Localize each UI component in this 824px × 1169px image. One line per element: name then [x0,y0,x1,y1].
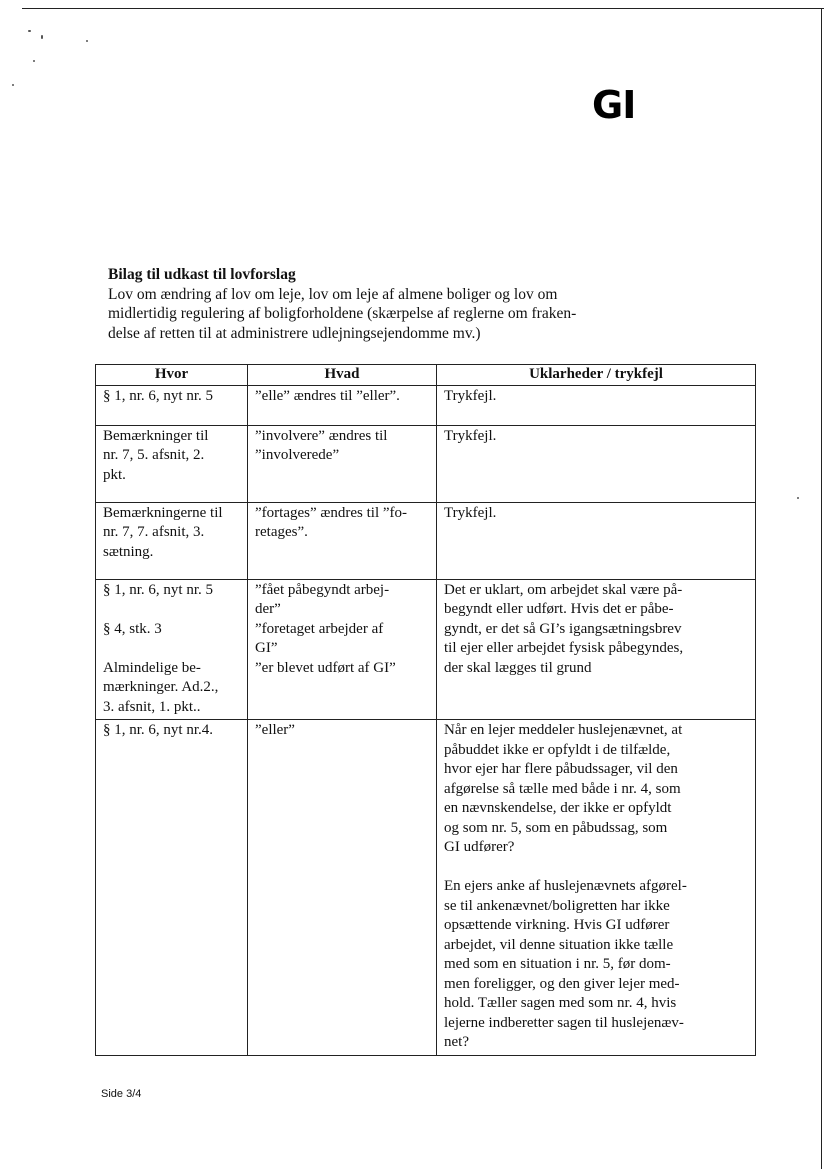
cell-hvor: § 1, nr. 6, nyt nr.4. [96,720,248,1056]
document-title: Bilag til udkast til lovforslag [108,266,296,283]
cell-hvad: ”elle” ændres til ”eller”. [248,385,437,425]
cell-hvad: ”fortages” ændres til ”fo- retages”. [248,502,437,579]
scan-speck [33,60,35,62]
page-number: Side 3/4 [101,1088,142,1100]
gi-logo: GI [592,83,636,127]
cell-uklarheder: Det er uklart, om arbejdet skal være på- begyndt eller udført. Hvis det er påbe- gyndt, er det så GI’s igangsætningsbrev til ejer eller arbejdet fysisk påbegyndes, der skal lægges til grund [437,579,756,720]
column-header-hvor: Hvor [96,365,248,386]
scan-speck [797,497,799,499]
scan-speck [41,35,43,39]
cell-hvor: § 1, nr. 6, nyt nr. 5 § 4, stk. 3 Almindelige be- mærkninger. Ad.2., 3. afsnit, 1. pkt.. [96,579,248,720]
scan-border-right [821,8,822,1169]
scan-speck [12,84,14,86]
cell-uklarheder: Trykfejl. [437,425,756,502]
table-row [96,425,756,502]
cell-hvad: ”eller” [248,720,437,1056]
table-row [96,502,756,579]
corrections-table [95,364,756,1056]
cell-hvor: Bemærkninger til nr. 7, 5. afsnit, 2. pkt. [96,425,248,502]
table-row [96,720,756,1056]
cell-hvor: Bemærkningerne til nr. 7, 7. afsnit, 3. sætning. [96,502,248,579]
scan-speck [28,30,31,32]
scan-border-top [22,8,824,9]
table-row [96,579,756,720]
document-subtitle: Lov om ændring af lov om leje, lov om leje af almene boliger og lov om midlertidig regulering af boligforholdene (skærpelse af reglerne om fraken- delse af retten til at administrere udlejningsejendomme mv.) [108,285,577,342]
column-header-uklarheder: Uklarheder / trykfejl [437,365,756,386]
cell-uklarheder: Når en lejer meddeler huslejenævnet, at påbuddet ikke er opfyldt i de tilfælde, hvor ejer har flere påbudssager, vil den afgørelse så tælle med både i nr. 4, som en nævnskendelse, der ikke er opfyldt og som nr. 5, som en påbudssag, som GI udfører? En ejers anke af huslejenævnets afgørel- se til ankenævnet/boligretten har ikke opsættende virkning. Hvis GI udfører arbejdet, vil denne situation ikke tælle med som en situation i nr. 5, før dom- men foreligger, og den giver lejer med- hold. Tæller sagen med som nr. 4, hvis lejerne indberetter sagen til huslejenæv- net? [437,720,756,1056]
column-header-hvad: Hvad [248,365,437,386]
cell-hvad: ”involvere” ændres til ”involverede” [248,425,437,502]
cell-hvad: ”fået påbegyndt arbej- der” ”foretaget arbejder af GI” ”er blevet udført af GI” [248,579,437,720]
cell-uklarheder: Trykfejl. [437,502,756,579]
cell-hvor: § 1, nr. 6, nyt nr. 5 [96,385,248,425]
scan-speck [86,40,88,42]
table-header-row [96,365,756,386]
table-row [96,385,756,425]
cell-uklarheder: Trykfejl. [437,385,756,425]
document-heading [108,265,648,343]
